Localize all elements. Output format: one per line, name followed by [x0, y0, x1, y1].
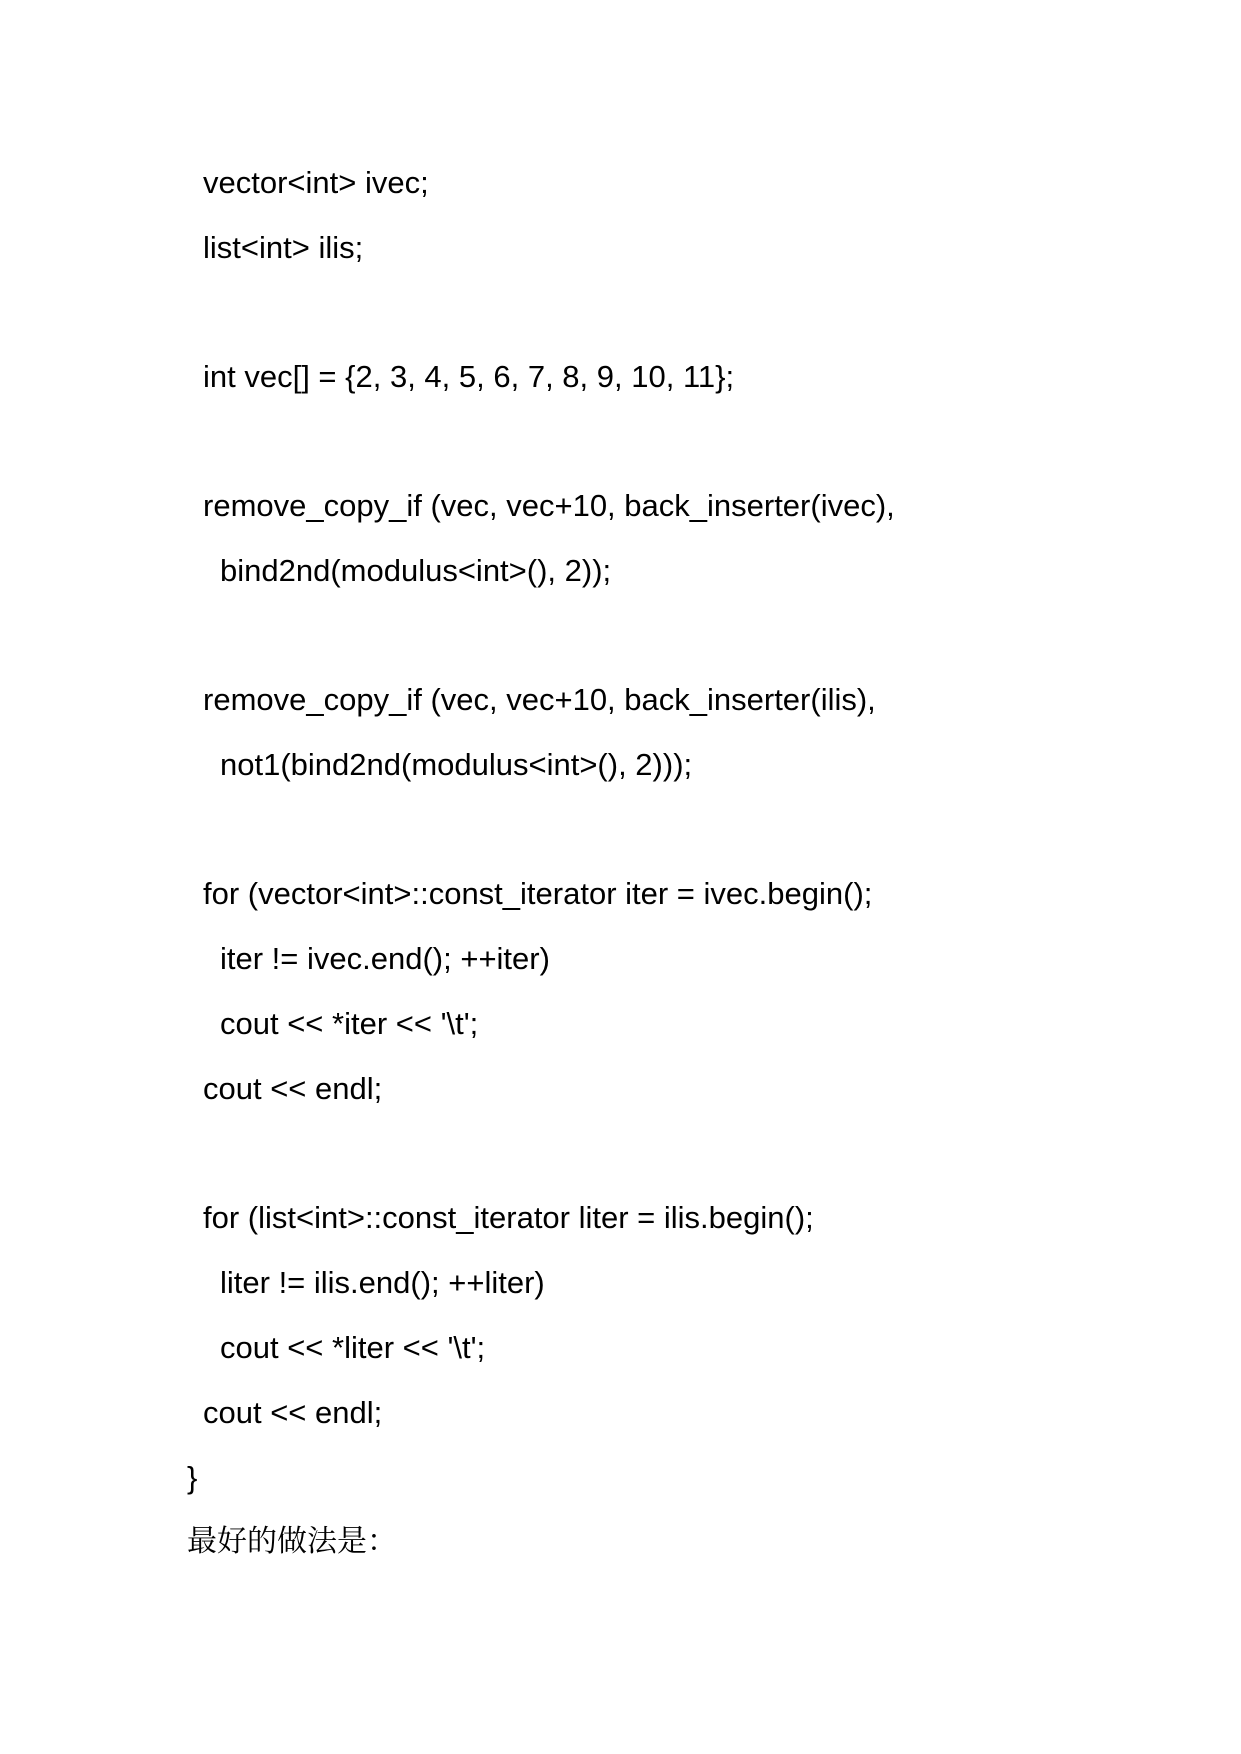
code-line: cout << endl;	[203, 1071, 383, 1106]
code-line: vector<int> ivec;	[203, 165, 429, 200]
code-line: remove_copy_if (vec, vec+10, back_inserter(ilis),	[203, 682, 876, 717]
body-text: 最好的做法是：	[187, 1524, 397, 1559]
code-line: list<int> ilis;	[203, 230, 364, 265]
code-line: for (list<int>::const_iterator liter = ilis.begin();	[203, 1200, 814, 1235]
code-line: cout << *liter << '\t';	[220, 1330, 486, 1365]
code-line: iter != ivec.end(); ++iter)	[220, 941, 550, 976]
code-line: cout << endl;	[203, 1395, 383, 1430]
code-line: cout << *iter << '\t';	[220, 1006, 479, 1041]
code-line: remove_copy_if (vec, vec+10, back_inserter(ivec),	[203, 488, 895, 523]
code-line: not1(bind2nd(modulus<int>(), 2)));	[220, 747, 693, 782]
code-line: bind2nd(modulus<int>(), 2));	[220, 553, 612, 588]
closing-brace: }	[187, 1460, 198, 1495]
code-line: liter != ilis.end(); ++liter)	[220, 1265, 545, 1300]
code-line: for (vector<int>::const_iterator iter = ivec.begin();	[203, 876, 873, 911]
code-line: int vec[] = {2, 3, 4, 5, 6, 7, 8, 9, 10, 11};	[203, 359, 735, 394]
